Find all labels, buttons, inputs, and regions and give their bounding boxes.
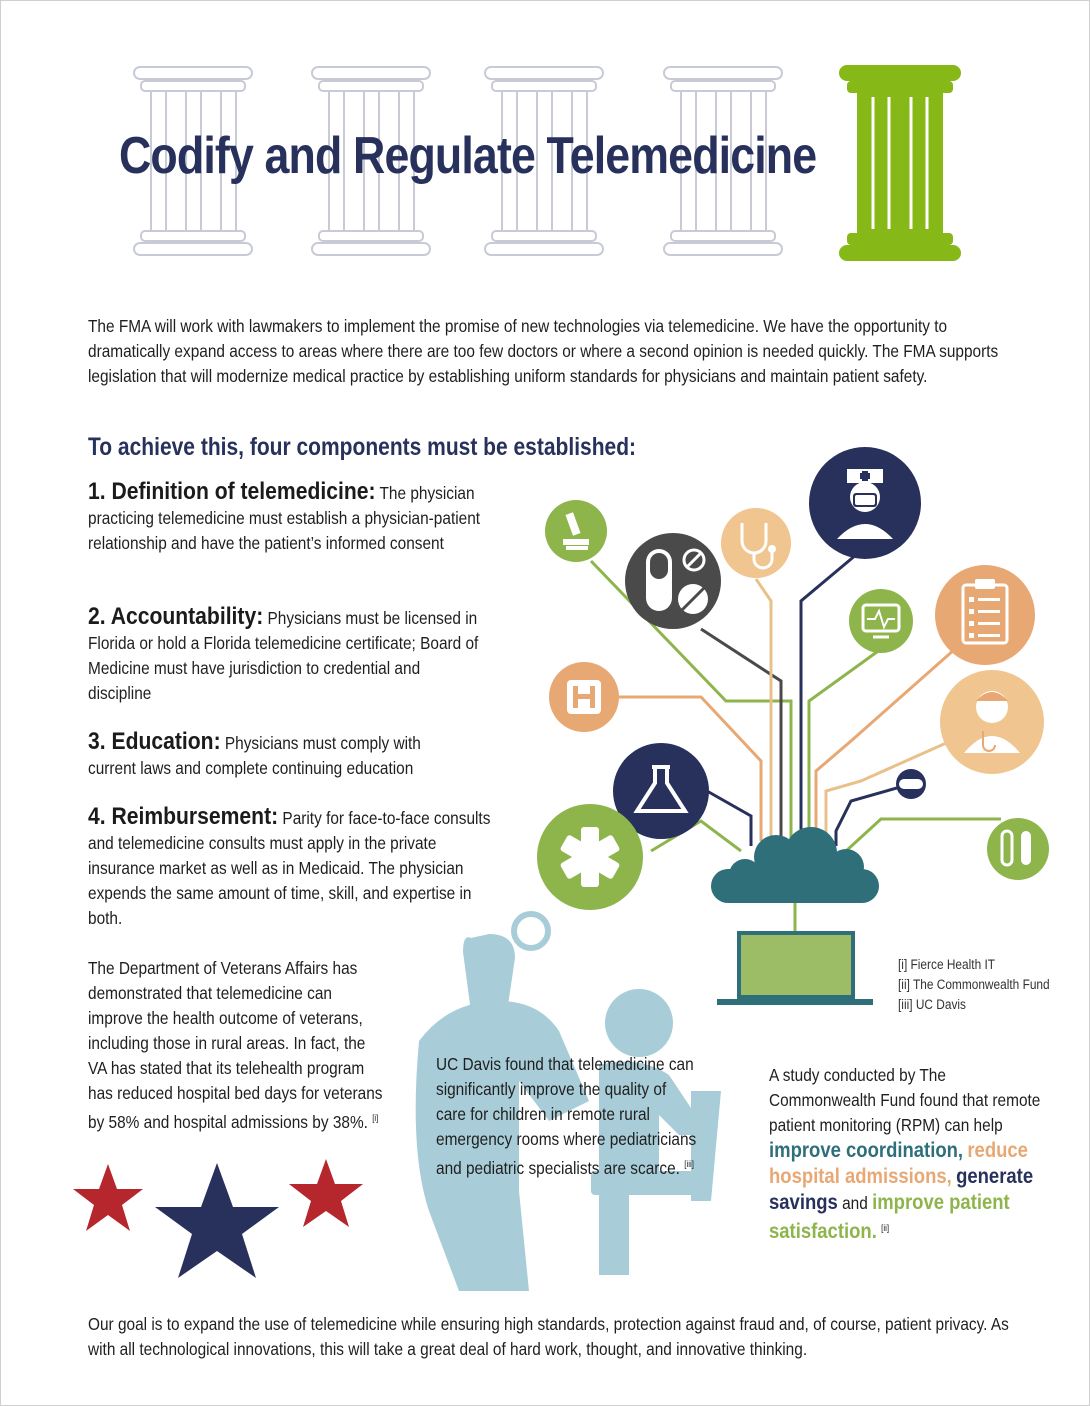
cloud-icon (711, 827, 879, 903)
highlight-coordination: improve coordination, (769, 1139, 964, 1162)
page-title: Codify and Regulate Telemedicine (119, 127, 817, 185)
microscope-icon (545, 500, 607, 562)
ucdavis-paragraph (436, 1052, 700, 1181)
component-text: The physician practicing telemedicine must establish a physician-patient relationship and have the patient’s informed consent (88, 483, 481, 553)
ucdavis-text: UC Davis found that telemedicine can significantly improve the quality of care for children in remote rural emergency rooms where pediatricians and pediatric specialists are scarce. (436, 1054, 697, 1178)
highlight-admissions: reduce hospital admissions, (769, 1139, 1028, 1188)
highlight-savings: generate savings (769, 1165, 1034, 1214)
pills-icon (625, 533, 721, 629)
nurse-icon (809, 447, 921, 559)
ucdavis-ref: [iii] (684, 1159, 694, 1169)
component-text: Parity for face-to-face consults and telemedicine consults must apply in the private insurance market as well as in Medicaid. The physician expends the same amount of time, skill, and expertise in both. (88, 808, 491, 928)
star-of-life-icon (537, 804, 643, 910)
va-ref: [i] (372, 1113, 379, 1123)
va-paragraph (88, 956, 383, 1135)
test-tubes-icon (987, 818, 1049, 880)
commonwealth-and: and (842, 1193, 868, 1213)
pill-capsule-icon (896, 769, 926, 799)
reference-item: [i] Fierce Health IT (898, 957, 996, 972)
star-icon (155, 1163, 279, 1278)
commonwealth-lead: A study conducted by The Commonwealth Fund found that remote patient monitoring (RPM) can help (769, 1065, 1041, 1135)
closing-paragraph: Our goal is to expand the use of telemedicine while ensuring high standards, protection against fraud and, of course, patient privacy. As with all technological innovations, this will take a great deal of hard work, thought, and innovative thinking. (88, 1314, 1009, 1359)
laptop-icon (717, 931, 873, 1005)
reference-item: [ii] The Commonwealth Fund (898, 977, 1050, 992)
hospital-icon (549, 662, 619, 732)
reference-item: [iii] UC Davis (898, 997, 966, 1012)
components-subheading: To achieve this, four components must be established: (88, 433, 637, 461)
star-icon (289, 1159, 363, 1227)
connector-line (756, 579, 771, 841)
connector-line (846, 819, 1001, 851)
va-text: The Department of Veterans Affairs has demonstrated that telemedicine can improve the health outcome of veterans, including those in rural areas. In fact, the VA has stated that its telehealth program has reduced hospital bed days for veterans by 58% and hospital admissions by 38%. (88, 958, 383, 1132)
connector-line (707, 791, 751, 846)
references-list (898, 955, 1050, 1015)
component-heading: 2. Accountability: (88, 603, 264, 630)
component-text: Physicians must comply with current laws and complete continuing education (88, 733, 421, 778)
component-heading: 3. Education: (88, 728, 221, 755)
commonwealth-ref: [ii] (881, 1223, 890, 1233)
component-heading: 4. Reimbursement: (88, 803, 279, 830)
component-text: Physicians must be licensed in Florida or hold a Florida telemedicine certificate; Board of Medicine must have jurisdiction to credential and discipline (88, 608, 479, 703)
highlight-satisfaction: improve patient satisfaction. (769, 1191, 1010, 1243)
stethoscope-icon (721, 508, 791, 578)
component-heading: 1. Definition of telemedicine: (88, 478, 376, 505)
star-icon (73, 1164, 143, 1231)
doctor-icon (940, 670, 1044, 774)
clipboard-icon (935, 565, 1035, 665)
intro-paragraph: The FMA will work with lawmakers to implement the promise of new technologies via telemedicine. We have the opportunity to dramatically expand access to areas where there are too few doctors or where a second opinion is needed quickly. The FMA supports legislation that will modernize medical practice by establishing uniform standards for physicians and maintain patient safety. (88, 316, 999, 386)
heart-monitor-icon (849, 589, 913, 653)
commonwealth-paragraph (769, 1063, 1051, 1245)
